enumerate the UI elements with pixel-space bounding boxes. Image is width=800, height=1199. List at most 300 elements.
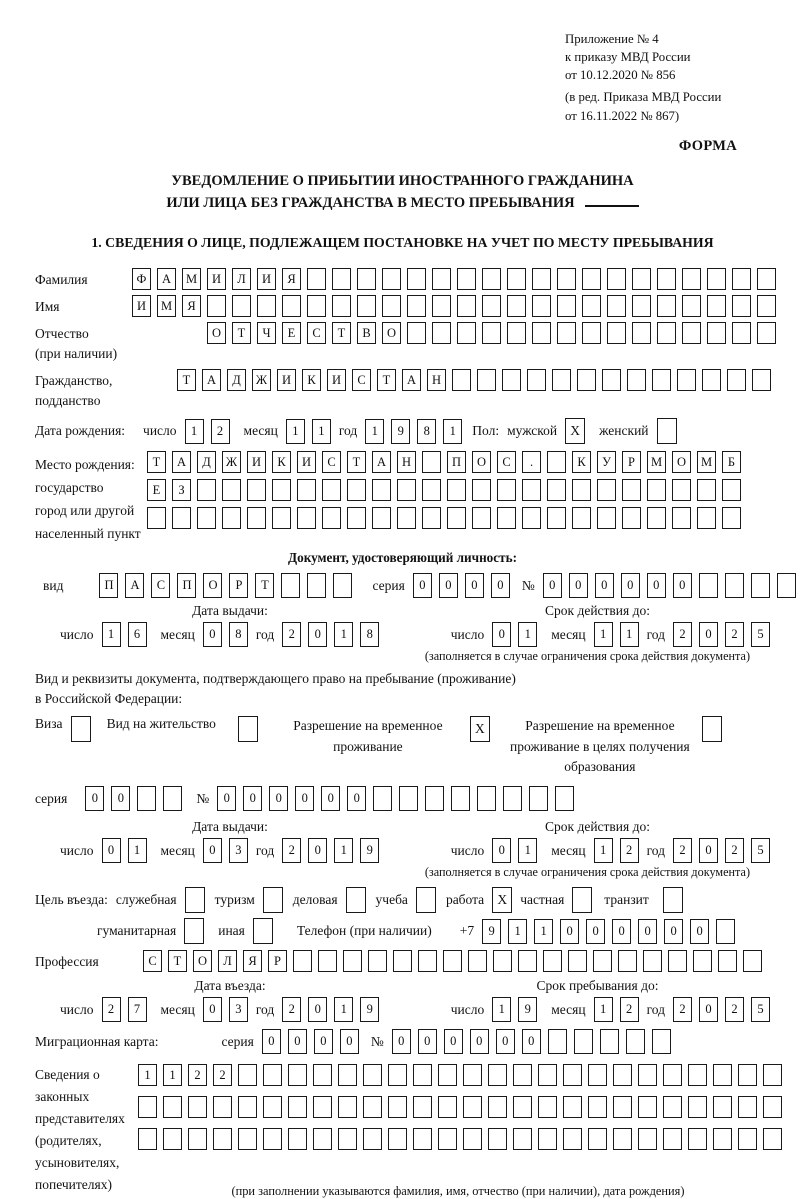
cell[interactable] bbox=[138, 1096, 157, 1118]
cell[interactable] bbox=[482, 268, 501, 290]
cell[interactable] bbox=[413, 1096, 432, 1118]
cell[interactable] bbox=[716, 919, 735, 944]
cell[interactable] bbox=[577, 369, 596, 391]
cell[interactable]: Н bbox=[427, 369, 446, 391]
cell[interactable] bbox=[147, 507, 166, 529]
profession-cells[interactable] bbox=[143, 950, 762, 972]
cell[interactable]: 9 bbox=[360, 997, 379, 1022]
cell[interactable] bbox=[488, 1128, 507, 1150]
cell[interactable] bbox=[527, 369, 546, 391]
cell[interactable]: 0 bbox=[612, 919, 631, 944]
cell[interactable] bbox=[572, 887, 592, 913]
cell[interactable]: 0 bbox=[586, 919, 605, 944]
cell[interactable] bbox=[238, 1064, 257, 1086]
cell[interactable]: А bbox=[172, 451, 191, 473]
cell[interactable] bbox=[638, 1064, 657, 1086]
cell[interactable]: 1 bbox=[185, 419, 204, 444]
cell[interactable] bbox=[688, 1096, 707, 1118]
cell[interactable] bbox=[563, 1064, 582, 1086]
cell[interactable] bbox=[373, 786, 392, 811]
cell[interactable]: 1 bbox=[334, 838, 353, 863]
cell[interactable]: 0 bbox=[203, 997, 222, 1022]
cell[interactable] bbox=[438, 1128, 457, 1150]
cell[interactable]: 0 bbox=[699, 838, 718, 863]
cell[interactable] bbox=[382, 268, 401, 290]
cell[interactable]: 0 bbox=[444, 1029, 463, 1054]
cell[interactable] bbox=[507, 322, 526, 344]
cell[interactable] bbox=[477, 369, 496, 391]
cell[interactable]: 2 bbox=[211, 419, 230, 444]
cell[interactable] bbox=[707, 322, 726, 344]
identity-issue-month-cells[interactable] bbox=[203, 622, 248, 647]
cell[interactable]: 1 bbox=[620, 622, 639, 647]
cell[interactable] bbox=[393, 950, 412, 972]
cell[interactable] bbox=[238, 716, 258, 742]
cell[interactable]: 9 bbox=[360, 838, 379, 863]
cell[interactable]: Я bbox=[182, 295, 201, 317]
cell[interactable]: 1 bbox=[594, 622, 613, 647]
cell[interactable] bbox=[482, 295, 501, 317]
cell[interactable]: 0 bbox=[664, 919, 683, 944]
cell[interactable] bbox=[732, 268, 751, 290]
cell[interactable]: 9 bbox=[518, 997, 537, 1022]
cell[interactable] bbox=[707, 268, 726, 290]
cell[interactable] bbox=[397, 507, 416, 529]
cell[interactable]: 0 bbox=[569, 573, 588, 598]
cell[interactable]: 0 bbox=[492, 838, 511, 863]
cell[interactable]: К bbox=[302, 369, 321, 391]
cell[interactable] bbox=[607, 268, 626, 290]
cell[interactable]: 1 bbox=[594, 838, 613, 863]
cell[interactable] bbox=[482, 322, 501, 344]
cell[interactable]: 0 bbox=[308, 838, 327, 863]
cell[interactable] bbox=[757, 268, 776, 290]
cell[interactable]: А bbox=[402, 369, 421, 391]
cell[interactable] bbox=[322, 479, 341, 501]
cell[interactable] bbox=[582, 322, 601, 344]
cell[interactable] bbox=[643, 950, 662, 972]
cell[interactable]: П bbox=[177, 573, 196, 598]
cell[interactable] bbox=[432, 295, 451, 317]
cell[interactable]: 0 bbox=[203, 622, 222, 647]
cell[interactable] bbox=[552, 369, 571, 391]
cell[interactable]: В bbox=[357, 322, 376, 344]
cell[interactable] bbox=[463, 1064, 482, 1086]
cell[interactable] bbox=[347, 507, 366, 529]
cell[interactable] bbox=[357, 295, 376, 317]
cell[interactable] bbox=[677, 369, 696, 391]
phone-cells[interactable] bbox=[482, 919, 735, 944]
cell[interactable]: И bbox=[297, 451, 316, 473]
cell[interactable] bbox=[622, 507, 641, 529]
cell[interactable]: 3 bbox=[229, 838, 248, 863]
cell[interactable]: Т bbox=[168, 950, 187, 972]
cell[interactable] bbox=[472, 479, 491, 501]
cell[interactable]: 0 bbox=[492, 622, 511, 647]
cell[interactable]: К bbox=[572, 451, 591, 473]
cell[interactable] bbox=[688, 1128, 707, 1150]
cell[interactable]: Я bbox=[282, 268, 301, 290]
cell[interactable]: Т bbox=[147, 451, 166, 473]
cell[interactable]: X bbox=[565, 418, 585, 444]
cell[interactable]: Т bbox=[347, 451, 366, 473]
cell[interactable] bbox=[163, 1096, 182, 1118]
cell[interactable] bbox=[138, 1128, 157, 1150]
purpose-other-checkbox[interactable] bbox=[253, 918, 273, 944]
cell[interactable] bbox=[632, 268, 651, 290]
cell[interactable]: 0 bbox=[638, 919, 657, 944]
cell[interactable]: 2 bbox=[282, 622, 301, 647]
cell[interactable] bbox=[338, 1096, 357, 1118]
cell[interactable]: 1 bbox=[102, 622, 121, 647]
migration-series-cells[interactable] bbox=[262, 1029, 359, 1054]
cell[interactable]: Е bbox=[147, 479, 166, 501]
cell[interactable]: 1 bbox=[365, 419, 384, 444]
patronymic-cells[interactable] bbox=[207, 322, 776, 344]
purpose-humanitarian-checkbox[interactable] bbox=[184, 918, 204, 944]
cell[interactable]: 8 bbox=[417, 419, 436, 444]
cell[interactable]: 0 bbox=[543, 573, 562, 598]
cell[interactable] bbox=[588, 1128, 607, 1150]
cell[interactable] bbox=[638, 1128, 657, 1150]
cell[interactable] bbox=[707, 295, 726, 317]
cell[interactable] bbox=[638, 1096, 657, 1118]
cell[interactable] bbox=[457, 268, 476, 290]
representatives-row3-cells[interactable] bbox=[138, 1128, 782, 1150]
cell[interactable]: 1 bbox=[138, 1064, 157, 1086]
cell[interactable] bbox=[522, 479, 541, 501]
cell[interactable] bbox=[413, 1128, 432, 1150]
cell[interactable]: О bbox=[203, 573, 222, 598]
cell[interactable]: 0 bbox=[595, 573, 614, 598]
cell[interactable]: Т bbox=[255, 573, 274, 598]
cell[interactable] bbox=[713, 1064, 732, 1086]
cell[interactable]: О bbox=[382, 322, 401, 344]
citizenship-cells[interactable] bbox=[177, 369, 771, 391]
residence-issue-year-cells[interactable] bbox=[282, 838, 379, 863]
cell[interactable] bbox=[188, 1128, 207, 1150]
identity-issue-day-cells[interactable] bbox=[102, 622, 147, 647]
cell[interactable] bbox=[432, 268, 451, 290]
cell[interactable]: 9 bbox=[482, 919, 501, 944]
cell[interactable]: 0 bbox=[308, 997, 327, 1022]
cell[interactable]: 2 bbox=[673, 838, 692, 863]
cell[interactable] bbox=[185, 887, 205, 913]
residence-expiry-day-cells[interactable] bbox=[492, 838, 537, 863]
cell[interactable] bbox=[722, 507, 741, 529]
cell[interactable]: П bbox=[99, 573, 118, 598]
cell[interactable] bbox=[463, 1096, 482, 1118]
cell[interactable] bbox=[399, 786, 418, 811]
cell[interactable]: 0 bbox=[522, 1029, 541, 1054]
cell[interactable]: А bbox=[372, 451, 391, 473]
cell[interactable] bbox=[297, 507, 316, 529]
cell[interactable]: Р bbox=[622, 451, 641, 473]
cell[interactable]: 0 bbox=[308, 622, 327, 647]
cell[interactable]: 2 bbox=[725, 838, 744, 863]
cell[interactable]: Н bbox=[397, 451, 416, 473]
surname-cells[interactable] bbox=[132, 268, 776, 290]
purpose-private-checkbox[interactable] bbox=[572, 887, 592, 913]
residence-issue-month-cells[interactable] bbox=[203, 838, 248, 863]
cell[interactable]: И bbox=[132, 295, 151, 317]
cell[interactable] bbox=[313, 1064, 332, 1086]
cell[interactable]: Ж bbox=[252, 369, 271, 391]
cell[interactable]: М bbox=[697, 451, 716, 473]
cell[interactable]: 0 bbox=[690, 919, 709, 944]
cell[interactable] bbox=[457, 295, 476, 317]
cell[interactable] bbox=[532, 295, 551, 317]
sex-male-checkbox[interactable] bbox=[565, 418, 585, 444]
cell[interactable]: 0 bbox=[647, 573, 666, 598]
cell[interactable] bbox=[388, 1128, 407, 1150]
cell[interactable]: Е bbox=[282, 322, 301, 344]
cell[interactable] bbox=[338, 1128, 357, 1150]
cell[interactable]: 7 bbox=[128, 997, 147, 1022]
cell[interactable]: А bbox=[202, 369, 221, 391]
cell[interactable]: 1 bbox=[518, 622, 537, 647]
cell[interactable] bbox=[407, 268, 426, 290]
cell[interactable]: 2 bbox=[620, 997, 639, 1022]
cell[interactable] bbox=[732, 322, 751, 344]
cell[interactable]: С bbox=[143, 950, 162, 972]
cell[interactable] bbox=[313, 1128, 332, 1150]
cell[interactable] bbox=[263, 887, 283, 913]
representatives-row2-cells[interactable] bbox=[138, 1096, 782, 1118]
residence-expiry-month-cells[interactable] bbox=[594, 838, 639, 863]
stay-year-cells[interactable] bbox=[673, 997, 770, 1022]
cell[interactable]: 0 bbox=[491, 573, 510, 598]
cell[interactable]: 2 bbox=[620, 838, 639, 863]
cell[interactable] bbox=[422, 507, 441, 529]
cell[interactable] bbox=[622, 479, 641, 501]
cell[interactable] bbox=[222, 479, 241, 501]
cell[interactable] bbox=[738, 1096, 757, 1118]
cell[interactable]: Т bbox=[232, 322, 251, 344]
cell[interactable] bbox=[751, 573, 770, 598]
cell[interactable] bbox=[172, 507, 191, 529]
cell[interactable] bbox=[332, 295, 351, 317]
cell[interactable]: 0 bbox=[621, 573, 640, 598]
cell[interactable] bbox=[507, 268, 526, 290]
cell[interactable] bbox=[282, 295, 301, 317]
migration-number-cells[interactable] bbox=[392, 1029, 671, 1054]
cell[interactable] bbox=[257, 295, 276, 317]
cell[interactable] bbox=[477, 786, 496, 811]
cell[interactable] bbox=[657, 268, 676, 290]
given-name-cells[interactable] bbox=[132, 295, 776, 317]
cell[interactable]: 1 bbox=[594, 997, 613, 1022]
cell[interactable] bbox=[725, 573, 744, 598]
cell[interactable]: 9 bbox=[391, 419, 410, 444]
cell[interactable] bbox=[563, 1128, 582, 1150]
cell[interactable] bbox=[693, 950, 712, 972]
cell[interactable]: С bbox=[307, 322, 326, 344]
birth-place-row2-cells[interactable] bbox=[147, 479, 741, 501]
cell[interactable] bbox=[555, 786, 574, 811]
cell[interactable] bbox=[557, 268, 576, 290]
cell[interactable] bbox=[613, 1064, 632, 1086]
cell[interactable] bbox=[513, 1064, 532, 1086]
cell[interactable] bbox=[451, 786, 470, 811]
cell[interactable]: 1 bbox=[312, 419, 331, 444]
cell[interactable]: С bbox=[352, 369, 371, 391]
cell[interactable] bbox=[513, 1128, 532, 1150]
cell[interactable] bbox=[618, 950, 637, 972]
purpose-tourism-checkbox[interactable] bbox=[263, 887, 283, 913]
cell[interactable] bbox=[163, 1128, 182, 1150]
cell[interactable]: Л bbox=[232, 268, 251, 290]
cell[interactable]: Т bbox=[377, 369, 396, 391]
cell[interactable] bbox=[543, 950, 562, 972]
cell[interactable] bbox=[388, 1096, 407, 1118]
cell[interactable]: Я bbox=[243, 950, 262, 972]
purpose-business-checkbox[interactable] bbox=[185, 887, 205, 913]
cell[interactable]: 0 bbox=[340, 1029, 359, 1054]
cell[interactable] bbox=[588, 1096, 607, 1118]
cell[interactable] bbox=[333, 573, 352, 598]
cell[interactable] bbox=[388, 1064, 407, 1086]
cell[interactable] bbox=[613, 1096, 632, 1118]
cell[interactable] bbox=[682, 295, 701, 317]
identity-expiry-year-cells[interactable] bbox=[673, 622, 770, 647]
cell[interactable] bbox=[184, 918, 204, 944]
cell[interactable]: 1 bbox=[518, 838, 537, 863]
cell[interactable]: 5 bbox=[751, 838, 770, 863]
cell[interactable] bbox=[247, 479, 266, 501]
cell[interactable] bbox=[422, 451, 441, 473]
cell[interactable] bbox=[272, 479, 291, 501]
residence-permit-checkbox[interactable] bbox=[238, 716, 258, 742]
cell[interactable] bbox=[318, 950, 337, 972]
cell[interactable] bbox=[743, 950, 762, 972]
cell[interactable]: 2 bbox=[282, 838, 301, 863]
cell[interactable]: О bbox=[672, 451, 691, 473]
identity-doc-series-cells[interactable] bbox=[413, 573, 510, 598]
cell[interactable] bbox=[688, 1064, 707, 1086]
cell[interactable]: 0 bbox=[699, 622, 718, 647]
cell[interactable] bbox=[672, 507, 691, 529]
cell[interactable] bbox=[363, 1096, 382, 1118]
cell[interactable]: З bbox=[172, 479, 191, 501]
cell[interactable] bbox=[288, 1128, 307, 1150]
cell[interactable] bbox=[425, 786, 444, 811]
cell[interactable] bbox=[597, 479, 616, 501]
identity-issue-year-cells[interactable] bbox=[282, 622, 379, 647]
cell[interactable] bbox=[607, 322, 626, 344]
cell[interactable] bbox=[343, 950, 362, 972]
cell[interactable] bbox=[713, 1096, 732, 1118]
cell[interactable] bbox=[582, 295, 601, 317]
cell[interactable] bbox=[468, 950, 487, 972]
entry-day-cells[interactable] bbox=[102, 997, 147, 1022]
cell[interactable] bbox=[647, 479, 666, 501]
cell[interactable]: 0 bbox=[288, 1029, 307, 1054]
birth-month-cells[interactable] bbox=[286, 419, 331, 444]
cell[interactable] bbox=[372, 507, 391, 529]
identity-doc-number-cells[interactable] bbox=[543, 573, 796, 598]
cell[interactable] bbox=[472, 507, 491, 529]
cell[interactable] bbox=[522, 507, 541, 529]
cell[interactable]: У bbox=[597, 451, 616, 473]
cell[interactable] bbox=[574, 1029, 593, 1054]
cell[interactable] bbox=[197, 479, 216, 501]
cell[interactable] bbox=[297, 479, 316, 501]
cell[interactable] bbox=[663, 1096, 682, 1118]
cell[interactable]: X bbox=[470, 716, 490, 742]
cell[interactable]: Д bbox=[227, 369, 246, 391]
cell[interactable] bbox=[382, 295, 401, 317]
cell[interactable] bbox=[657, 322, 676, 344]
cell[interactable]: 0 bbox=[347, 786, 366, 811]
cell[interactable]: 1 bbox=[534, 919, 553, 944]
cell[interactable] bbox=[457, 322, 476, 344]
identity-doc-kind-cells[interactable] bbox=[99, 573, 352, 598]
cell[interactable] bbox=[557, 322, 576, 344]
cell[interactable]: 0 bbox=[203, 838, 222, 863]
purpose-study-checkbox[interactable] bbox=[416, 887, 436, 913]
cell[interactable] bbox=[602, 369, 621, 391]
cell[interactable]: 1 bbox=[163, 1064, 182, 1086]
cell[interactable]: И bbox=[257, 268, 276, 290]
cell[interactable]: М bbox=[182, 268, 201, 290]
sex-female-checkbox[interactable] bbox=[657, 418, 677, 444]
cell[interactable] bbox=[197, 507, 216, 529]
cell[interactable] bbox=[532, 268, 551, 290]
cell[interactable]: 1 bbox=[128, 838, 147, 863]
cell[interactable]: 0 bbox=[413, 573, 432, 598]
cell[interactable]: 0 bbox=[392, 1029, 411, 1054]
cell[interactable]: 0 bbox=[314, 1029, 333, 1054]
cell[interactable] bbox=[488, 1096, 507, 1118]
cell[interactable] bbox=[547, 479, 566, 501]
cell[interactable]: 0 bbox=[699, 997, 718, 1022]
cell[interactable] bbox=[722, 479, 741, 501]
cell[interactable] bbox=[652, 1029, 671, 1054]
purpose-commercial-checkbox[interactable] bbox=[346, 887, 366, 913]
cell[interactable] bbox=[346, 887, 366, 913]
cell[interactable] bbox=[263, 1096, 282, 1118]
cell[interactable]: 0 bbox=[560, 919, 579, 944]
temp-residence-education-checkbox[interactable] bbox=[702, 716, 722, 742]
cell[interactable]: Т bbox=[332, 322, 351, 344]
cell[interactable]: М bbox=[157, 295, 176, 317]
cell[interactable] bbox=[538, 1096, 557, 1118]
cell[interactable]: 2 bbox=[282, 997, 301, 1022]
cell[interactable] bbox=[463, 1128, 482, 1150]
cell[interactable] bbox=[407, 322, 426, 344]
cell[interactable] bbox=[600, 1029, 619, 1054]
cell[interactable] bbox=[281, 573, 300, 598]
cell[interactable] bbox=[363, 1128, 382, 1150]
cell[interactable] bbox=[71, 716, 91, 742]
cell[interactable]: Р bbox=[268, 950, 287, 972]
cell[interactable] bbox=[293, 950, 312, 972]
residence-series-cells[interactable] bbox=[85, 786, 182, 811]
cell[interactable] bbox=[288, 1096, 307, 1118]
cell[interactable]: Д bbox=[197, 451, 216, 473]
cell[interactable]: 0 bbox=[102, 838, 121, 863]
cell[interactable]: С bbox=[151, 573, 170, 598]
identity-expiry-day-cells[interactable] bbox=[492, 622, 537, 647]
cell[interactable]: 0 bbox=[496, 1029, 515, 1054]
cell[interactable] bbox=[697, 479, 716, 501]
cell[interactable] bbox=[607, 295, 626, 317]
cell[interactable] bbox=[663, 1128, 682, 1150]
cell[interactable]: 0 bbox=[673, 573, 692, 598]
cell[interactable] bbox=[647, 507, 666, 529]
cell[interactable] bbox=[663, 887, 683, 913]
